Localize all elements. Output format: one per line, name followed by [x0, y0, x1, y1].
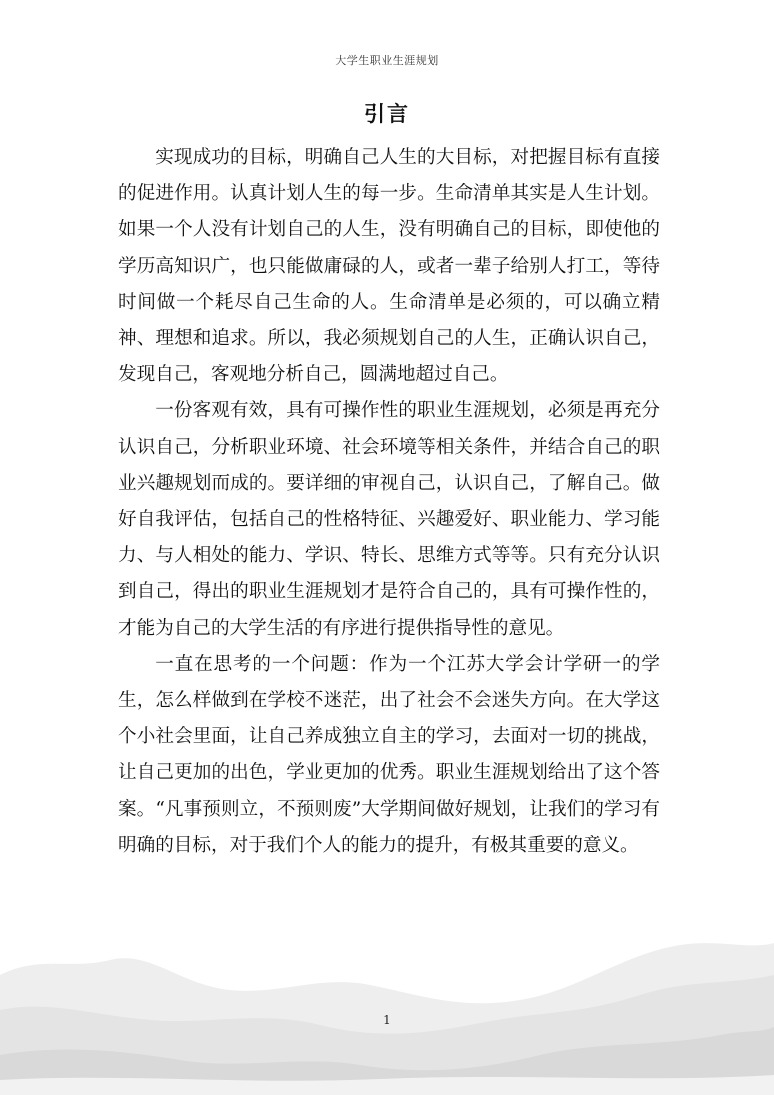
mountain-landscape-watermark [0, 915, 774, 1095]
body-text [118, 140, 660, 864]
running-header: 大学生职业生涯规划 [335, 54, 439, 67]
paragraph-2: 一份客观有效，具有可操作性的职业生涯规划，必须是再充分认识自己，分析职业环境、社会环境等相关条件，并结合自己的职业兴趣规划而成的。要详细的审视自己，认识自己，了解自己。做好自我评估，包括自己的性格特征、兴趣爱好、职业能力、学习能力、与人相处的能力、学识、特长、思维方式等等。只有充分认识到自己，得出的职业生涯规划才是符合自己的，具有可操作性的，才能为自己的大学生活的有序进行提供指导性的意见。 [118, 400, 660, 639]
paragraph-3: 一直在思考的一个问题：作为一个江苏大学会计学研一的学生，怎么样做到在学校不迷茫，出了社会不会迷失方向。在大学这个小社会里面，让自己养成独立自主的学习，去面对一切的挑战，让自己更加的出色，学业更加的优秀。职业生涯规划给出了这个答案。“凡事预则立，不预则废”大学期间做好规划，让我们的学习有明确的目标，对于我们个人的能力的提升，有极其重要的意义。 [118, 653, 660, 856]
page-title: 引言 [364, 102, 410, 126]
paragraph-1: 实现成功的目标，明确自己人生的大目标，对把握目标有直接的促进作用。认真计划人生的每一步。生命清单其实是人生计划。如果一个人没有计划自己的人生，没有明确自己的目标，即使他的学历高知识广，也只能做庸碌的人，或者一辈子给别人打工，等待时间做一个耗尽自己生命的人。生命清单是必须的，可以确立精神、理想和追求。所以，我必须规划自己的人生，正确认识自己，发现自己，客观地分析自己，圆满地超过自己。 [118, 147, 660, 386]
page-number: 1 [383, 1013, 391, 1027]
